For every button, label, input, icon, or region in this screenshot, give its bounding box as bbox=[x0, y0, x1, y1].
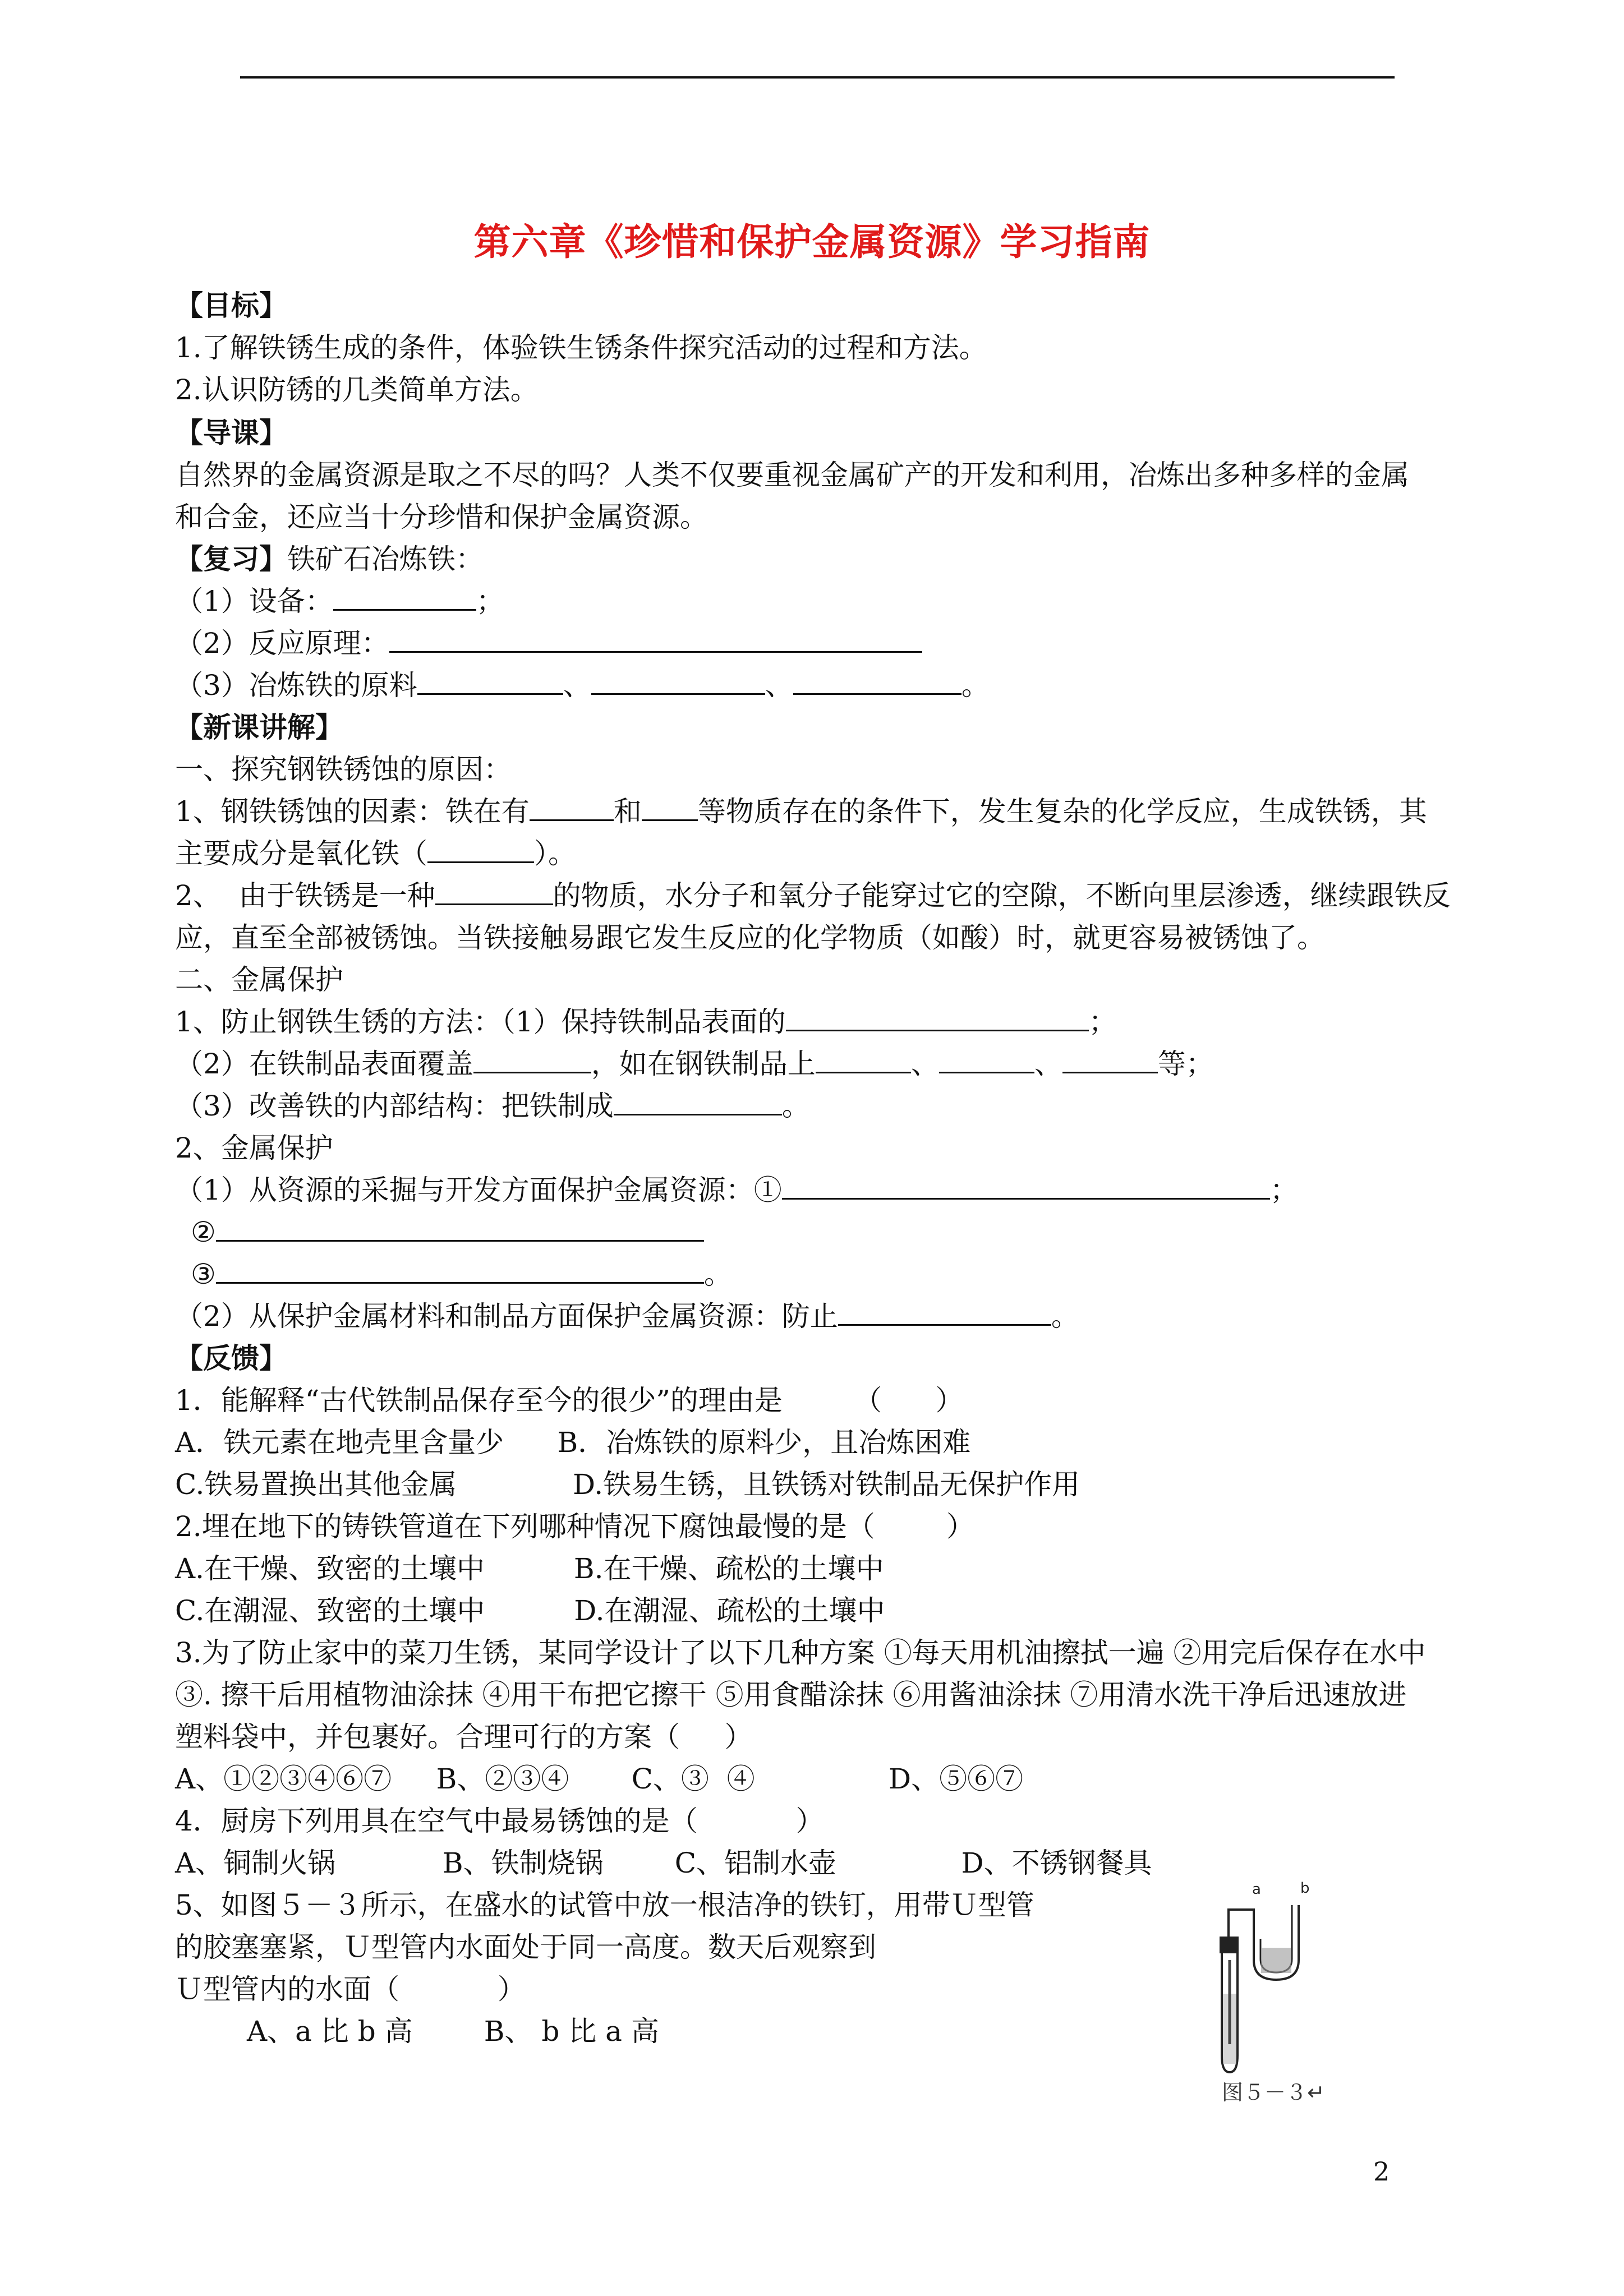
question: 2.埋在地下的铸铁管道在下列哪种情况下腐蚀最慢的是（ ） bbox=[175, 1510, 974, 1543]
figure-label-b: b bbox=[1300, 1880, 1310, 1897]
question-option: A、铜制火锅 B、铁制烧锅 C、铝制水壶 D、不锈钢餐具 bbox=[175, 1847, 1152, 1879]
answer-blank[interactable] bbox=[473, 1046, 591, 1073]
lesson-text: 1、防止钢铁生锈的方法：（1）保持铁制品表面的 ； bbox=[175, 1002, 1117, 1041]
page-title: 第六章《珍惜和保护金属资源》学习指南 bbox=[473, 220, 1151, 264]
review-q1: （1）设备： ； bbox=[175, 582, 504, 621]
review-heading: 【复习】 bbox=[175, 542, 287, 575]
feedback-heading: 【反馈】 bbox=[175, 1341, 287, 1375]
question-option: C.铁易置换出其他金属 D.铁易生锈，且铁锈对铁制品无保护作用 bbox=[175, 1468, 1080, 1501]
review-q3: （3）冶炼铁的原料 、 、 。 bbox=[175, 666, 990, 705]
section-title: 二、金属保护 bbox=[175, 963, 343, 996]
question: 5、如图５－３所示，在盛水的试管中放一根洁净的铁钉，用带Ｕ型管 bbox=[175, 1889, 1034, 1921]
answer-blank[interactable] bbox=[786, 1004, 1089, 1031]
question-option: A、①②③④⑥⑦ B、②③④ C、③ ④ D、⑤⑥⑦ bbox=[175, 1763, 1024, 1795]
answer-blank[interactable] bbox=[782, 1172, 1270, 1200]
answer-blank[interactable] bbox=[216, 1214, 704, 1242]
answer-blank[interactable] bbox=[427, 836, 534, 863]
lesson-text: ② bbox=[191, 1212, 704, 1252]
lesson-text: 2、 由于铁锈是一种 的物质，水分子和氧分子能穿过它的空隙，不断向里层渗透，继续跟铁反 bbox=[175, 876, 1451, 915]
intro-text: 自然界的金属资源是取之不尽的吗？人类不仅要重视金属矿产的开发和利用，冶炼出多种多样的金属 bbox=[175, 459, 1409, 491]
lesson-text: 应，直至全部被锈蚀。当铁接触易跟它发生反应的化学物质（如酸）时，就更容易被锈蚀了。 bbox=[175, 921, 1325, 954]
lesson-text: （2）从保护金属材料和制品方面保护金属资源：防止 。 bbox=[175, 1297, 1079, 1336]
answer-blank[interactable] bbox=[1062, 1046, 1158, 1073]
intro-heading: 【导课】 bbox=[175, 416, 287, 449]
figure-caption: 图５－３↵ bbox=[1222, 2080, 1325, 2105]
question: 4．厨房下列用具在空气中最易锈蚀的是（ ） bbox=[175, 1805, 824, 1837]
question-option: C.在潮湿、致密的土壤中 D.在潮湿、疏松的土壤中 bbox=[175, 1594, 885, 1627]
lesson-text: （1）从资源的采掘与开发方面保护金属资源：① ； bbox=[175, 1170, 1298, 1210]
question: Ｕ型管内的水面（ ） bbox=[175, 1973, 526, 2005]
review-line bbox=[175, 540, 484, 579]
answer-blank[interactable] bbox=[417, 667, 563, 695]
review-q2: （2）反应原理： bbox=[175, 624, 922, 663]
answer-blank[interactable] bbox=[333, 583, 476, 611]
answer-blank[interactable] bbox=[530, 794, 614, 821]
answer-blank[interactable] bbox=[435, 878, 553, 905]
intro-text: 和合金，还应当十分珍惜和保护金属资源。 bbox=[175, 501, 708, 533]
lesson-heading: 【新课讲解】 bbox=[175, 711, 343, 744]
question: 3.为了防止家中的菜刀生锈，某同学设计了以下几种方案 ①每天用机油擦拭一遍 ②用完后保存在水中 bbox=[175, 1636, 1426, 1669]
question: 1．能解释“古代铁制品保存至今的很少”的理由是 （ ） bbox=[175, 1384, 964, 1417]
section-title: 一、探究钢铁锈蚀的原因： bbox=[175, 753, 512, 786]
page-number: 2 bbox=[1373, 2156, 1390, 2187]
lesson-text: ③ 。 bbox=[191, 1255, 732, 1294]
lesson-text: 主要成分是氧化铁（ ）。 bbox=[175, 834, 576, 873]
answer-blank[interactable] bbox=[614, 1088, 782, 1115]
answer-blank[interactable] bbox=[642, 794, 698, 821]
answer-blank[interactable] bbox=[793, 667, 961, 695]
answer-blank[interactable] bbox=[816, 1046, 911, 1073]
question: 塑料袋中，并包裹好。合理可行的方案（ ） bbox=[175, 1721, 753, 1753]
lesson-text: 2、金属保护 bbox=[175, 1132, 333, 1164]
answer-blank[interactable] bbox=[838, 1298, 1051, 1326]
question-option: A．铁元素在地壳里含量少 B．冶炼铁的原料少，且冶炼困难 bbox=[175, 1426, 971, 1459]
lesson-text: （2）在铁制品表面覆盖 ，如在钢铁制品上 、 、 等； bbox=[175, 1044, 1214, 1084]
question-option: A、a 比 b 高 B、 b 比 a 高 bbox=[247, 2015, 659, 2048]
answer-blank[interactable] bbox=[939, 1046, 1034, 1073]
question: ③. 擦干后用植物油涂抹 ④用干布把它擦干 ⑤用食醋涂抹 ⑥用酱油涂抹 ⑦用清水洗干净后迅速放进 bbox=[175, 1679, 1407, 1711]
figure-label-a: a bbox=[1252, 1881, 1261, 1898]
question: 的胶塞塞紧，Ｕ型管内水面处于同一高度。数天后观察到 bbox=[175, 1931, 876, 1963]
lesson-text: 1、钢铁锈蚀的因素：铁在有 和 等物质存在的条件下，发生复杂的化学反应，生成铁锈，其 bbox=[175, 792, 1427, 831]
header-rule bbox=[240, 76, 1395, 79]
lesson-text: （3）改善铁的内部结构：把铁制成 。 bbox=[175, 1086, 810, 1126]
goal-item: 1.了解铁锈生成的条件，体验铁生锈条件探究活动的过程和方法。 bbox=[175, 331, 987, 364]
answer-blank[interactable] bbox=[591, 667, 765, 695]
review-text: 铁矿石冶炼铁： bbox=[287, 543, 484, 575]
question-option: A.在干燥、致密的土壤中 B.在干燥、疏松的土壤中 bbox=[175, 1552, 884, 1585]
answer-blank[interactable] bbox=[389, 625, 922, 653]
answer-blank[interactable] bbox=[216, 1256, 704, 1284]
goals-heading: 【目标】 bbox=[175, 289, 287, 322]
goal-item: 2.认识防锈的几类简单方法。 bbox=[175, 374, 539, 406]
